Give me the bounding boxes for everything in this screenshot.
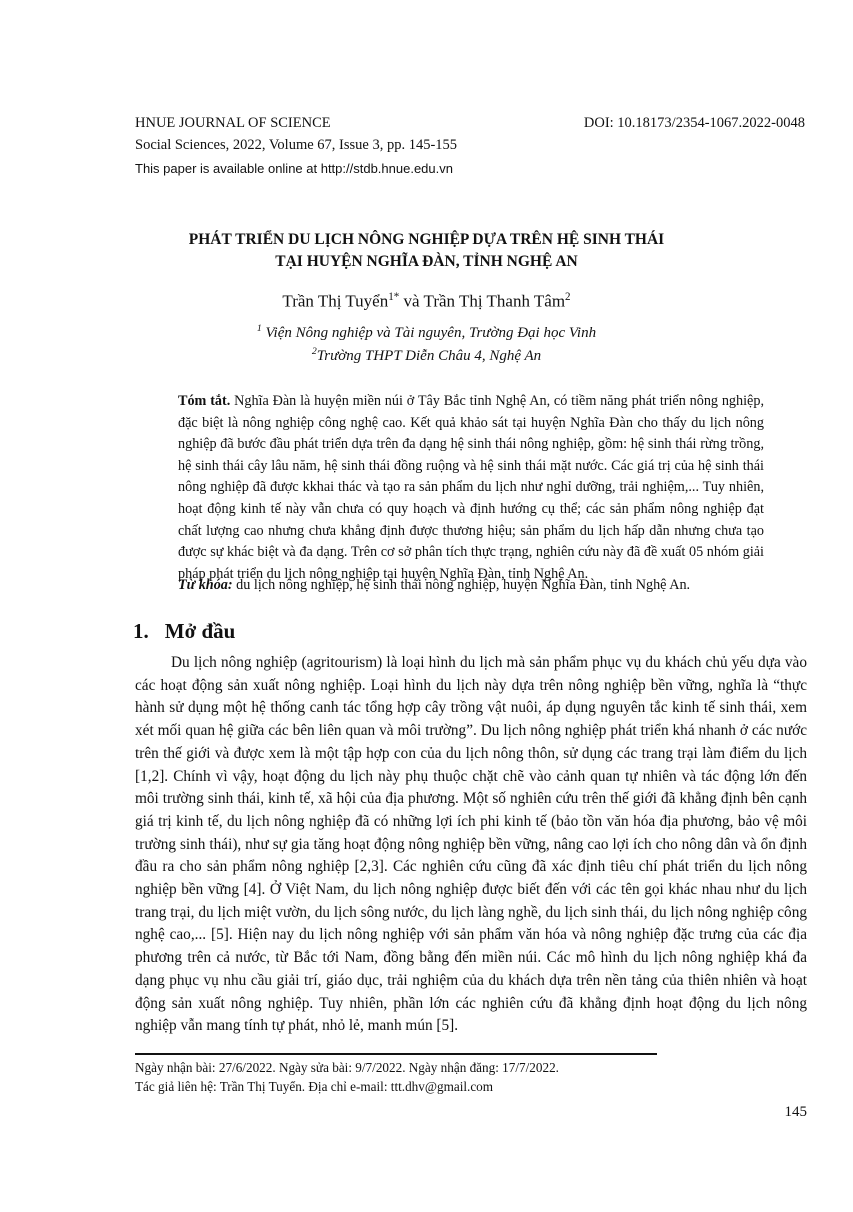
footnote-contact: Tác giả liên hệ: Trần Thị Tuyển. Địa chỉ e-mail: ttt.dhv@gmail.com (135, 1079, 494, 1094)
affiliation-2-text: Trường THPT Diễn Châu 4, Nghệ An (316, 348, 542, 364)
paper-title-line1: PHÁT TRIỂN DU LỊCH NÔNG NGHIỆP DỰA TRÊN HỆ SINH THÁI (188, 231, 665, 248)
keywords-text: du lịch nông nghiệp, hệ sinh thái nông nghiệp, huyện Nghĩa Đàn, tỉnh Nghệ An. (232, 577, 691, 593)
issue-info: Social Sciences, 2022, Volume 67, Issue 3, pp. 145-155 (135, 137, 458, 153)
footnote-divider (135, 1053, 657, 1055)
affiliation-2-marker: 2 (311, 346, 317, 357)
doi: DOI: 10.18173/2354-1067.2022-0048 (583, 115, 805, 131)
body-paragraph: Du lịch nông nghiệp (agritourism) là loại hình du lịch mà sản phẩm phục vụ du khách chủ yếu dựa vào các hoạt động sản xuất nông nghiệp. Loại hình du lịch này dựa trên nông nghiệp bền vững, nghĩa là “thực hành sử dụng một hệ thống canh tác tổng hợp cây trồng vật nuôi, áp dụng nguyên tắc kinh tế sinh thái, xem xét mối quan hệ giữa các bên liên quan và môi trường”. Du lịch nông nghiệp phát triển khá nhanh ở các nước trên thế giới và được xem là một tập hợp con của du lịch nông thôn, sử dụng các trang trại làm điểm du lịch [1,2]. Chính vì vậy, hoạt động du lịch này phụ thuộc chặt chẽ vào cảnh quan tự nhiên và tác động lớn đến môi trường sinh thái, kinh tế, xã hội của địa phương. Một số nghiên cứu trên thế giới đã khẳng định bên cạnh giá trị kinh tế, du lịch nông nghiệp đã có những lợi ích phi kinh tế (bảo tồn văn hóa địa phương, bảo vệ môi trường sinh thái), như sự gia tăng hoạt động nông nghiệp bền vững, nâng cao lợi ích cho nông dân và ổn định đầu ra cho sản phẩm nông nghiệp [2,3]. Các nghiên cứu cũng đã xác định tiêu chí phát triển du lịch nông nghiệp bền vững [4]. Ở Việt Nam, du lịch nông nghiệp được biết đến với các tên gọi khác nhau như du lịch trang trại, du lịch miệt vườn, du lịch sông nước, du lịch làng nghề, du lịch sinh thái, du lịch nông nghiệp công nghệ cao,... [5]. Hiện nay du lịch nông nghiệp với sản phẩm văn hóa và nông nghiệp đặc trưng của các địa phương trên cả nước, từ Bắc tới Nam, đồng bằng đến miền núi. Các mô hình du lịch nông nghiệp khá đa dạng phục vụ nhu cầu giải trí, giáo dục, trải nghiệm của du khách dựa trên nền tảng của thiên nhiên và hoạt động sản xuất nông nghiệp. Tuy nhiên, phần lớn các nghiên cứu đã khẳng định hoạt động du lịch nông nghiệp vẫn mang tính tự phát, nhỏ lẻ, manh mún [5]. (135, 654, 807, 1035)
author-1: Trần Thị Tuyển (282, 291, 389, 311)
author-conjunction: và (399, 291, 424, 311)
author-1-marker: 1* (388, 291, 400, 303)
keywords-label: Từ khóa: (178, 577, 233, 593)
section-body (135, 652, 807, 1038)
section-number: 1. (133, 619, 149, 643)
affiliation-1 (0, 323, 853, 342)
keywords (178, 577, 778, 594)
section-title: Mở đầu (164, 619, 236, 643)
paper-title-line2: TẠI HUYỆN NGHĨA ĐÀN, TỈNH NGHỆ AN (275, 253, 578, 270)
page-number: 145 (784, 1104, 807, 1120)
author-2-marker: 2 (565, 291, 571, 303)
author-2: Trần Thị Thanh Tâm (423, 291, 566, 311)
author-list (0, 291, 853, 312)
footnote-dates: Ngày nhận bài: 27/6/2022. Ngày sửa bài: 9/7/2022. Ngày nhận đăng: 17/7/2022. (135, 1060, 559, 1075)
affiliation-1-text: Viện Nông nghiệp và Tài nguyên, Trường Đại học Vinh (261, 325, 597, 341)
affiliation-1-marker: 1 (256, 323, 262, 334)
online-availability: This paper is available online at http://stdb.hnue.edu.vn (135, 161, 453, 176)
section-heading (133, 619, 235, 644)
affiliation-2 (0, 346, 853, 365)
abstract (178, 391, 764, 585)
abstract-label: Tóm tắt. (178, 393, 231, 409)
journal-name: HNUE JOURNAL OF SCIENCE (135, 115, 331, 131)
abstract-text: Nghĩa Đàn là huyện miền núi ở Tây Bắc tỉnh Nghệ An, có tiềm năng phát triển nông nghiệp, đặc biệt là nông nghiệp công nghệ cao. Kết quả khảo sát tại huyện Nghĩa Đàn cho thấy du lịch nông nghiệp đã bước đầu phát triển dựa trên đa dạng hệ sinh thái nông nghiệp, gồm: hệ sinh thái rừng trồng, hệ sinh thái cây lâu năm, hệ sinh thái đồng ruộng và hệ sinh thái mặt nước. Các giá trị của hệ sinh thái nông nghiệp đã được kkhai thác và tạo ra sản phẩm du lịch như nghỉ dưỡng, trải nghiệm,... Tuy nhiên, hoạt động kinh tế này vẫn chưa có quy hoạch và định hướng cụ thể; các sản phẩm nông nghiệp đạt chất lượng cao nhưng chưa khẳng định được thương hiệu; sản phẩm du lịch hấp dẫn nhưng chưa tạo được sự khác biệt và đa dạng. Trên cơ sở phân tích thực trạng, nghiên cứu này đã đề xuất 05 nhóm giải pháp phát triển du lịch nông nghiệp tại huyện Nghĩa Đàn, tỉnh Nghệ An. (178, 393, 764, 582)
